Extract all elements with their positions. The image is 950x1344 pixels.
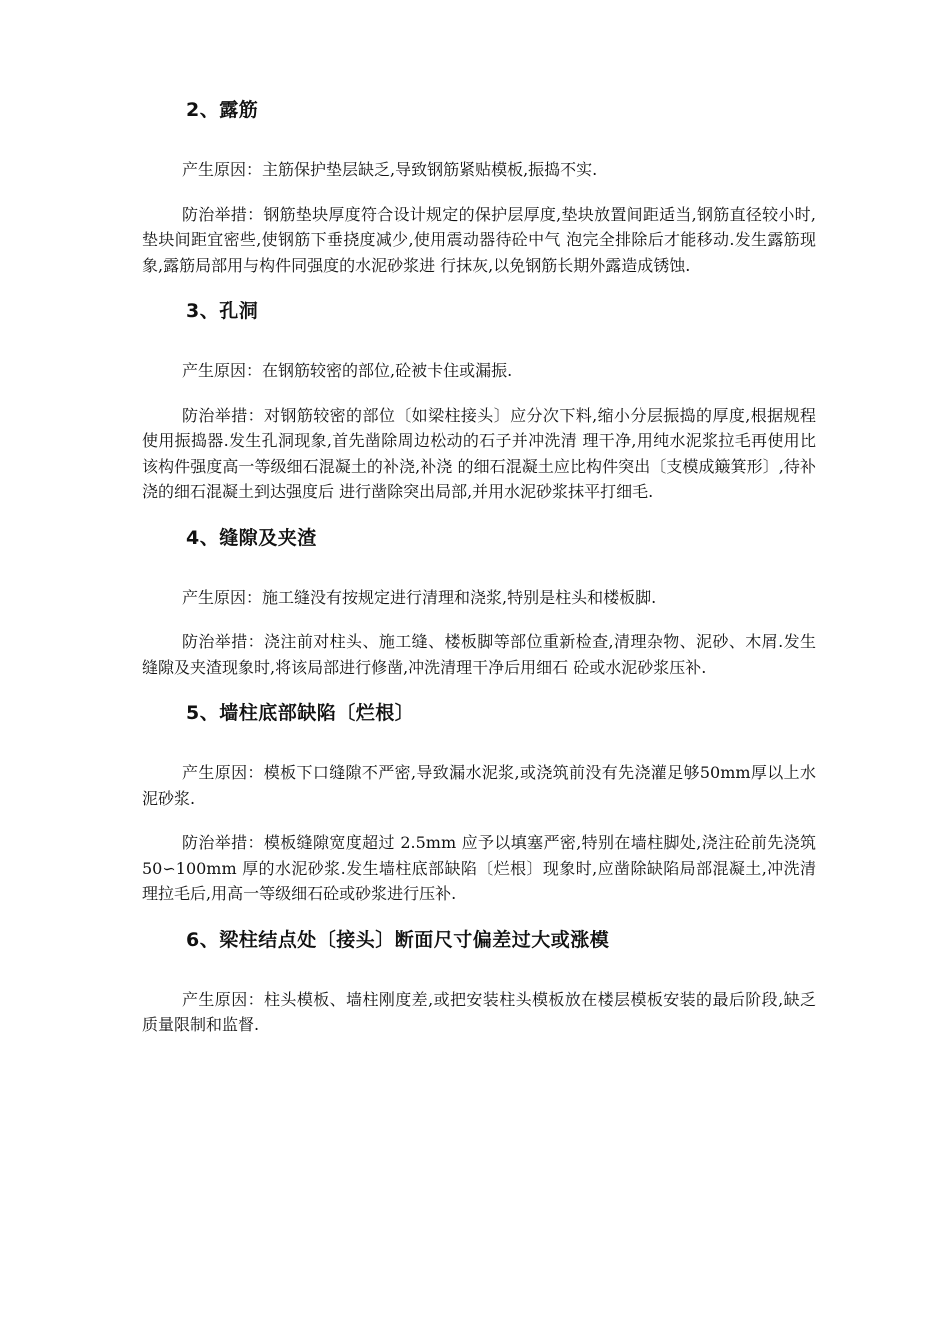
cause-paragraph: 产生原因：主筋保护垫层缺乏,导致钢筋紧贴模板,振捣不实. [182,160,598,179]
section-heading: 4、缝隙及夹渣 [186,526,317,549]
section-heading: 3、孔洞 [186,300,259,322]
section-heading: 2、露筋 [186,99,259,121]
measures-paragraph: 防治举措：模板缝隙宽度超过 2.5mm 应予以填塞严密,特别在墙柱脚处,浇注砼前先浇筑 50∽100mm 厚的水泥砂浆.发生墙柱底部缺陷〔烂根〕现象时,应凿除缺陷局部混凝土,冲洗清理拉毛后,用高一等级细石砼或砂浆进行压补. [142,833,816,903]
cause-paragraph: 产生原因：施工缝没有按规定进行清理和浇浆,特别是柱头和楼板脚. [182,587,657,607]
section-base-defects [142,699,816,907]
section-holes [142,297,816,505]
cause-paragraph: 产生原因：在钢筋较密的部位,砼被卡住或漏振. [182,361,513,380]
section-heading: 6、梁柱结点处〔接头〕断面尺寸偏差过大或涨模 [186,928,610,951]
cause-paragraph: 产生原因：模板下口缝隙不严密,导致漏水泥浆,或浇筑前没有先浇灌足够50mm厚以上水泥砂浆. [142,763,816,808]
measures-paragraph: 防治举措：浇注前对柱头、施工缝、楼板脚等部位重新检查,清理杂物、泥砂、木屑.发生缝隙及夹渣现象时,将该局部进行修凿,冲洗清理干净后用细石 砼或水泥砂浆压补. [142,632,816,677]
section-joint-deviation [142,926,816,1038]
measures-paragraph: 防治举措：钢筋垫块厚度符合设计规定的保护层厚度,垫块放置间距适当,钢筋直径较小时,垫块间距宜密些,使钢筋下垂挠度减少,使用震动器待砼中气 泡完全排除后才能移动.发生露筋现象,露筋局部用与构件同强度的水泥砂浆进 行抹灰,以免钢筋长期外露造成锈蚀. [142,204,816,275]
cause-paragraph: 产生原因：柱头模板、墙柱刚度差,或把安装柱头模板放在楼层模板安装的最后阶段,缺乏质量限制和监督. [142,989,816,1034]
section-gaps-slag [142,524,816,681]
measures-paragraph: 防治举措：对钢筋较密的部位〔如梁柱接头〕应分次下料,缩小分层振捣的厚度,根据规程使用振捣器.发生孔洞现象,首先凿除周边松动的石子并冲洗清 理干净,用纯水泥浆拉毛再使用比该构件强度高一等级细石混凝土的补浇,补浇 的细石混凝土应比构件突出〔支模成簸箕形〕,待补浇的细石混凝土到达强度后 进行凿除突出局部,并用水泥砂浆抹平打细毛. [142,405,816,501]
document-body [142,96,816,1057]
section-heading: 5、墙柱底部缺陷〔烂根〕 [186,702,415,724]
section-exposed-rebar [142,96,816,278]
